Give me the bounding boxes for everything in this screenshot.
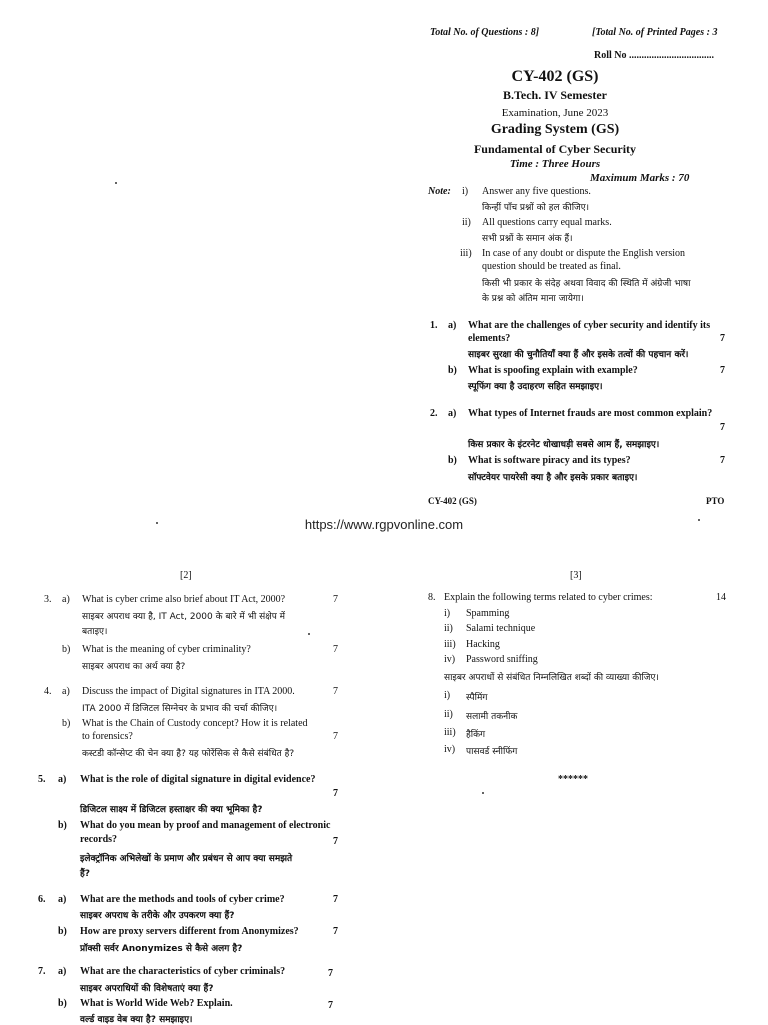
question-text: What is spoofing explain with example? <box>468 365 638 376</box>
question-text: What is the Chain of Custody concept? How it is related <box>82 718 308 729</box>
question-text-hindi: साइबर अपराधियों की विशेषताएं क्या हैं? <box>80 984 214 994</box>
question-text: elements? <box>468 333 511 344</box>
question-text: records? <box>80 834 118 845</box>
note-num: i) <box>462 186 469 197</box>
question-text-hindi: हैं? <box>80 869 90 879</box>
footer-code: CY-402 (GS) <box>428 496 477 506</box>
question-number: 2. <box>430 408 438 419</box>
marks: 14 <box>716 592 726 603</box>
end-of-paper-mark: ****** <box>558 774 588 785</box>
question-text: What are the characteristics of cyber criminals? <box>80 966 286 977</box>
list-item-text-hindi: सलामी तकनीक <box>466 712 518 722</box>
question-text: What is software piracy and its types? <box>468 455 631 466</box>
list-item-text: Spamming <box>466 608 510 619</box>
sub-question-label: a) <box>448 320 457 331</box>
sub-question-label: a) <box>62 594 70 605</box>
list-item-text-hindi: हैकिंग <box>466 730 486 740</box>
question-text: What is World Wide Web? Explain. <box>80 998 233 1009</box>
list-item-number: ii) <box>444 623 453 634</box>
marks: 7 <box>720 333 725 344</box>
program: B.Tech. IV Semester <box>503 88 607 102</box>
sub-question-label: a) <box>62 686 70 697</box>
list-item-number: iv) <box>444 744 456 755</box>
note-text-hindi: के प्रश्न को अंतिम माना जायेगा। <box>482 294 584 304</box>
scan-speck <box>482 792 484 794</box>
sub-question-label: b) <box>58 998 67 1009</box>
sub-question-label: a) <box>58 774 67 785</box>
scan-speck <box>156 522 158 524</box>
marks: 7 <box>333 926 338 937</box>
list-item-number: ii) <box>444 709 453 720</box>
question-text: What is cyber crime also brief about IT Act, 2000? <box>82 594 286 605</box>
maximum-marks: Maximum Marks : 70 <box>590 172 690 184</box>
marks: 7 <box>333 894 338 905</box>
question-text: What types of Internet frauds are most common explain? <box>468 408 713 419</box>
paper-code: CY-402 (GS) <box>511 68 599 85</box>
exam-session: Examination, June 2023 <box>501 107 609 119</box>
note-num: ii) <box>462 217 471 228</box>
list-item-text-hindi: पासवर्ड स्नीफिंग <box>466 747 518 757</box>
list-item-number: iv) <box>444 654 456 665</box>
total-questions: Total No. of Questions : 8] <box>430 27 540 38</box>
note-text-hindi: किसी भी प्रकार के संदेह अथवा विवाद की स्थिति में अंग्रेजी भाषा <box>482 279 691 289</box>
question-text: What is the meaning of cyber criminality? <box>82 644 251 655</box>
question-number: 5. <box>38 774 46 785</box>
question-text: to forensics? <box>82 731 133 742</box>
marks: 7 <box>720 422 725 433</box>
sub-question-label: b) <box>58 820 67 831</box>
note-text: All questions carry equal marks. <box>482 217 612 228</box>
marks: 7 <box>328 968 333 979</box>
list-item-text-hindi: स्पैमिंग <box>466 693 488 703</box>
list-item-number: iii) <box>444 727 456 738</box>
subject-title: Fundamental of Cyber Security <box>473 142 637 156</box>
sub-question-label: b) <box>448 455 457 466</box>
question-text-hindi: स्पूफिंग क्या है उदाहरण सहित समझाइए। <box>468 382 603 392</box>
note-text-hindi: किन्हीं पाँच प्रश्नों को हल कीजिए। <box>482 203 590 213</box>
scan-speck <box>115 182 117 184</box>
question-number: 8. <box>428 592 436 603</box>
question-text: What are the methods and tools of cyber crime? <box>80 894 285 905</box>
question-text-hindi: वर्ल्ड वाइड वेब क्या है? समझाइए। <box>80 1015 193 1025</box>
note-num: iii) <box>460 248 472 259</box>
sub-question-label: b) <box>62 718 71 729</box>
sub-question-label: a) <box>58 966 67 977</box>
marks: 7 <box>333 731 338 742</box>
list-item-text: Salami technique <box>466 623 536 634</box>
question-text-hindi: किस प्रकार के इंटरनेट धोखाधड़ी सबसे आम हैं, समझाइए। <box>468 440 660 450</box>
question-text-hindi: इलेक्ट्रॉनिक अभिलेखों के प्रमाण और प्रबंधन से आप क्या समझते <box>80 854 293 864</box>
marks: 7 <box>333 788 338 799</box>
scan-speck <box>308 633 310 635</box>
marks: 7 <box>333 686 338 697</box>
marks: 7 <box>333 594 338 605</box>
question-text-hindi: प्रॉक्सी सर्वर Anonymizes से कैसे अलग है? <box>80 944 243 954</box>
page-number-3: [3] <box>570 570 582 581</box>
grading-system: Grading System (GS) <box>490 122 620 137</box>
question-text: What is the role of digital signature in digital evidence? <box>80 774 316 785</box>
note-text: question should be treated as final. <box>482 261 621 272</box>
question-number: 7. <box>38 966 46 977</box>
note-text-hindi: सभी प्रश्नों के समान अंक हैं। <box>482 234 573 244</box>
question-text-hindi: साइबर अपराध क्या है, IT Act, 2000 के बारे में भी संक्षेप में <box>82 612 286 622</box>
note-text: Answer any five questions. <box>482 186 591 197</box>
website-url[interactable]: https://www.rgpvonline.com <box>304 517 464 532</box>
question-text: Explain the following terms related to cyber crimes: <box>444 592 653 603</box>
sub-question-label: b) <box>62 644 71 655</box>
question-text-hindi: साइबर अपराधों से संबंधित निम्नलिखित शब्दों की व्याख्या कीजिए। <box>444 673 659 683</box>
marks: 7 <box>720 365 725 376</box>
question-text-hindi: बताइए। <box>82 627 108 637</box>
question-text-hindi: सॉफ्टवेयर पायरेसी क्या है और इसके प्रकार बताइए। <box>468 473 638 483</box>
question-number: 6. <box>38 894 46 905</box>
footer-pto: PTO <box>706 496 725 506</box>
question-text-hindi: ITA 2000 में डिजिटल सिग्नेचर के प्रभाव की चर्चा कीजिए। <box>82 704 278 714</box>
question-text: How are proxy servers different from Anonymizes? <box>80 926 299 937</box>
question-text-hindi: कस्टडी कॉन्सेप्ट की चेन क्या है? यह फोरेंसिक से कैसे संबंधित है? <box>82 749 295 759</box>
marks: 7 <box>328 1000 333 1011</box>
sub-question-label: b) <box>58 926 67 937</box>
question-text-hindi: डिजिटल साक्ष्य में डिजिटल हस्ताक्षर की क्या भूमिका है? <box>80 805 263 815</box>
sub-question-label: a) <box>448 408 457 419</box>
total-printed-pages: [Total No. of Printed Pages : 3 <box>592 27 718 38</box>
note-text: In case of any doubt or dispute the English version <box>482 248 686 259</box>
list-item-number: i) <box>444 608 451 619</box>
question-number: 3. <box>44 594 52 605</box>
question-text-hindi: साइबर सुरक्षा की चुनौतियाँ क्या हैं और इसके तत्वों की पहचान करें। <box>468 350 689 360</box>
question-number: 1. <box>430 320 438 331</box>
question-text-hindi: साइबर अपराध के तरीके और उपकरण क्या हैं? <box>80 911 235 921</box>
marks: 7 <box>333 836 338 847</box>
list-item-text: Hacking <box>466 639 500 650</box>
question-number: 4. <box>44 686 52 697</box>
time-allowed: Time : Three Hours <box>509 158 601 170</box>
list-item-number: i) <box>444 690 451 701</box>
scan-speck <box>698 519 700 521</box>
marks: 7 <box>720 455 725 466</box>
question-text-hindi: साइबर अपराध का अर्थ क्या है? <box>82 662 186 672</box>
question-text: Discuss the impact of Digital signatures in ITA 2000. <box>82 686 295 697</box>
sub-question-label: b) <box>448 365 457 376</box>
marks: 7 <box>333 644 338 655</box>
question-text: What are the challenges of cyber security and identify its <box>468 320 711 331</box>
list-item-text: Password sniffing <box>466 654 538 665</box>
roll-no: Roll No .................................. <box>594 50 714 61</box>
page-number-2: [2] <box>180 570 192 581</box>
question-text: What do you mean by proof and management of electronic <box>80 820 331 831</box>
note-label: Note: <box>428 186 451 197</box>
sub-question-label: a) <box>58 894 67 905</box>
list-item-number: iii) <box>444 639 456 650</box>
